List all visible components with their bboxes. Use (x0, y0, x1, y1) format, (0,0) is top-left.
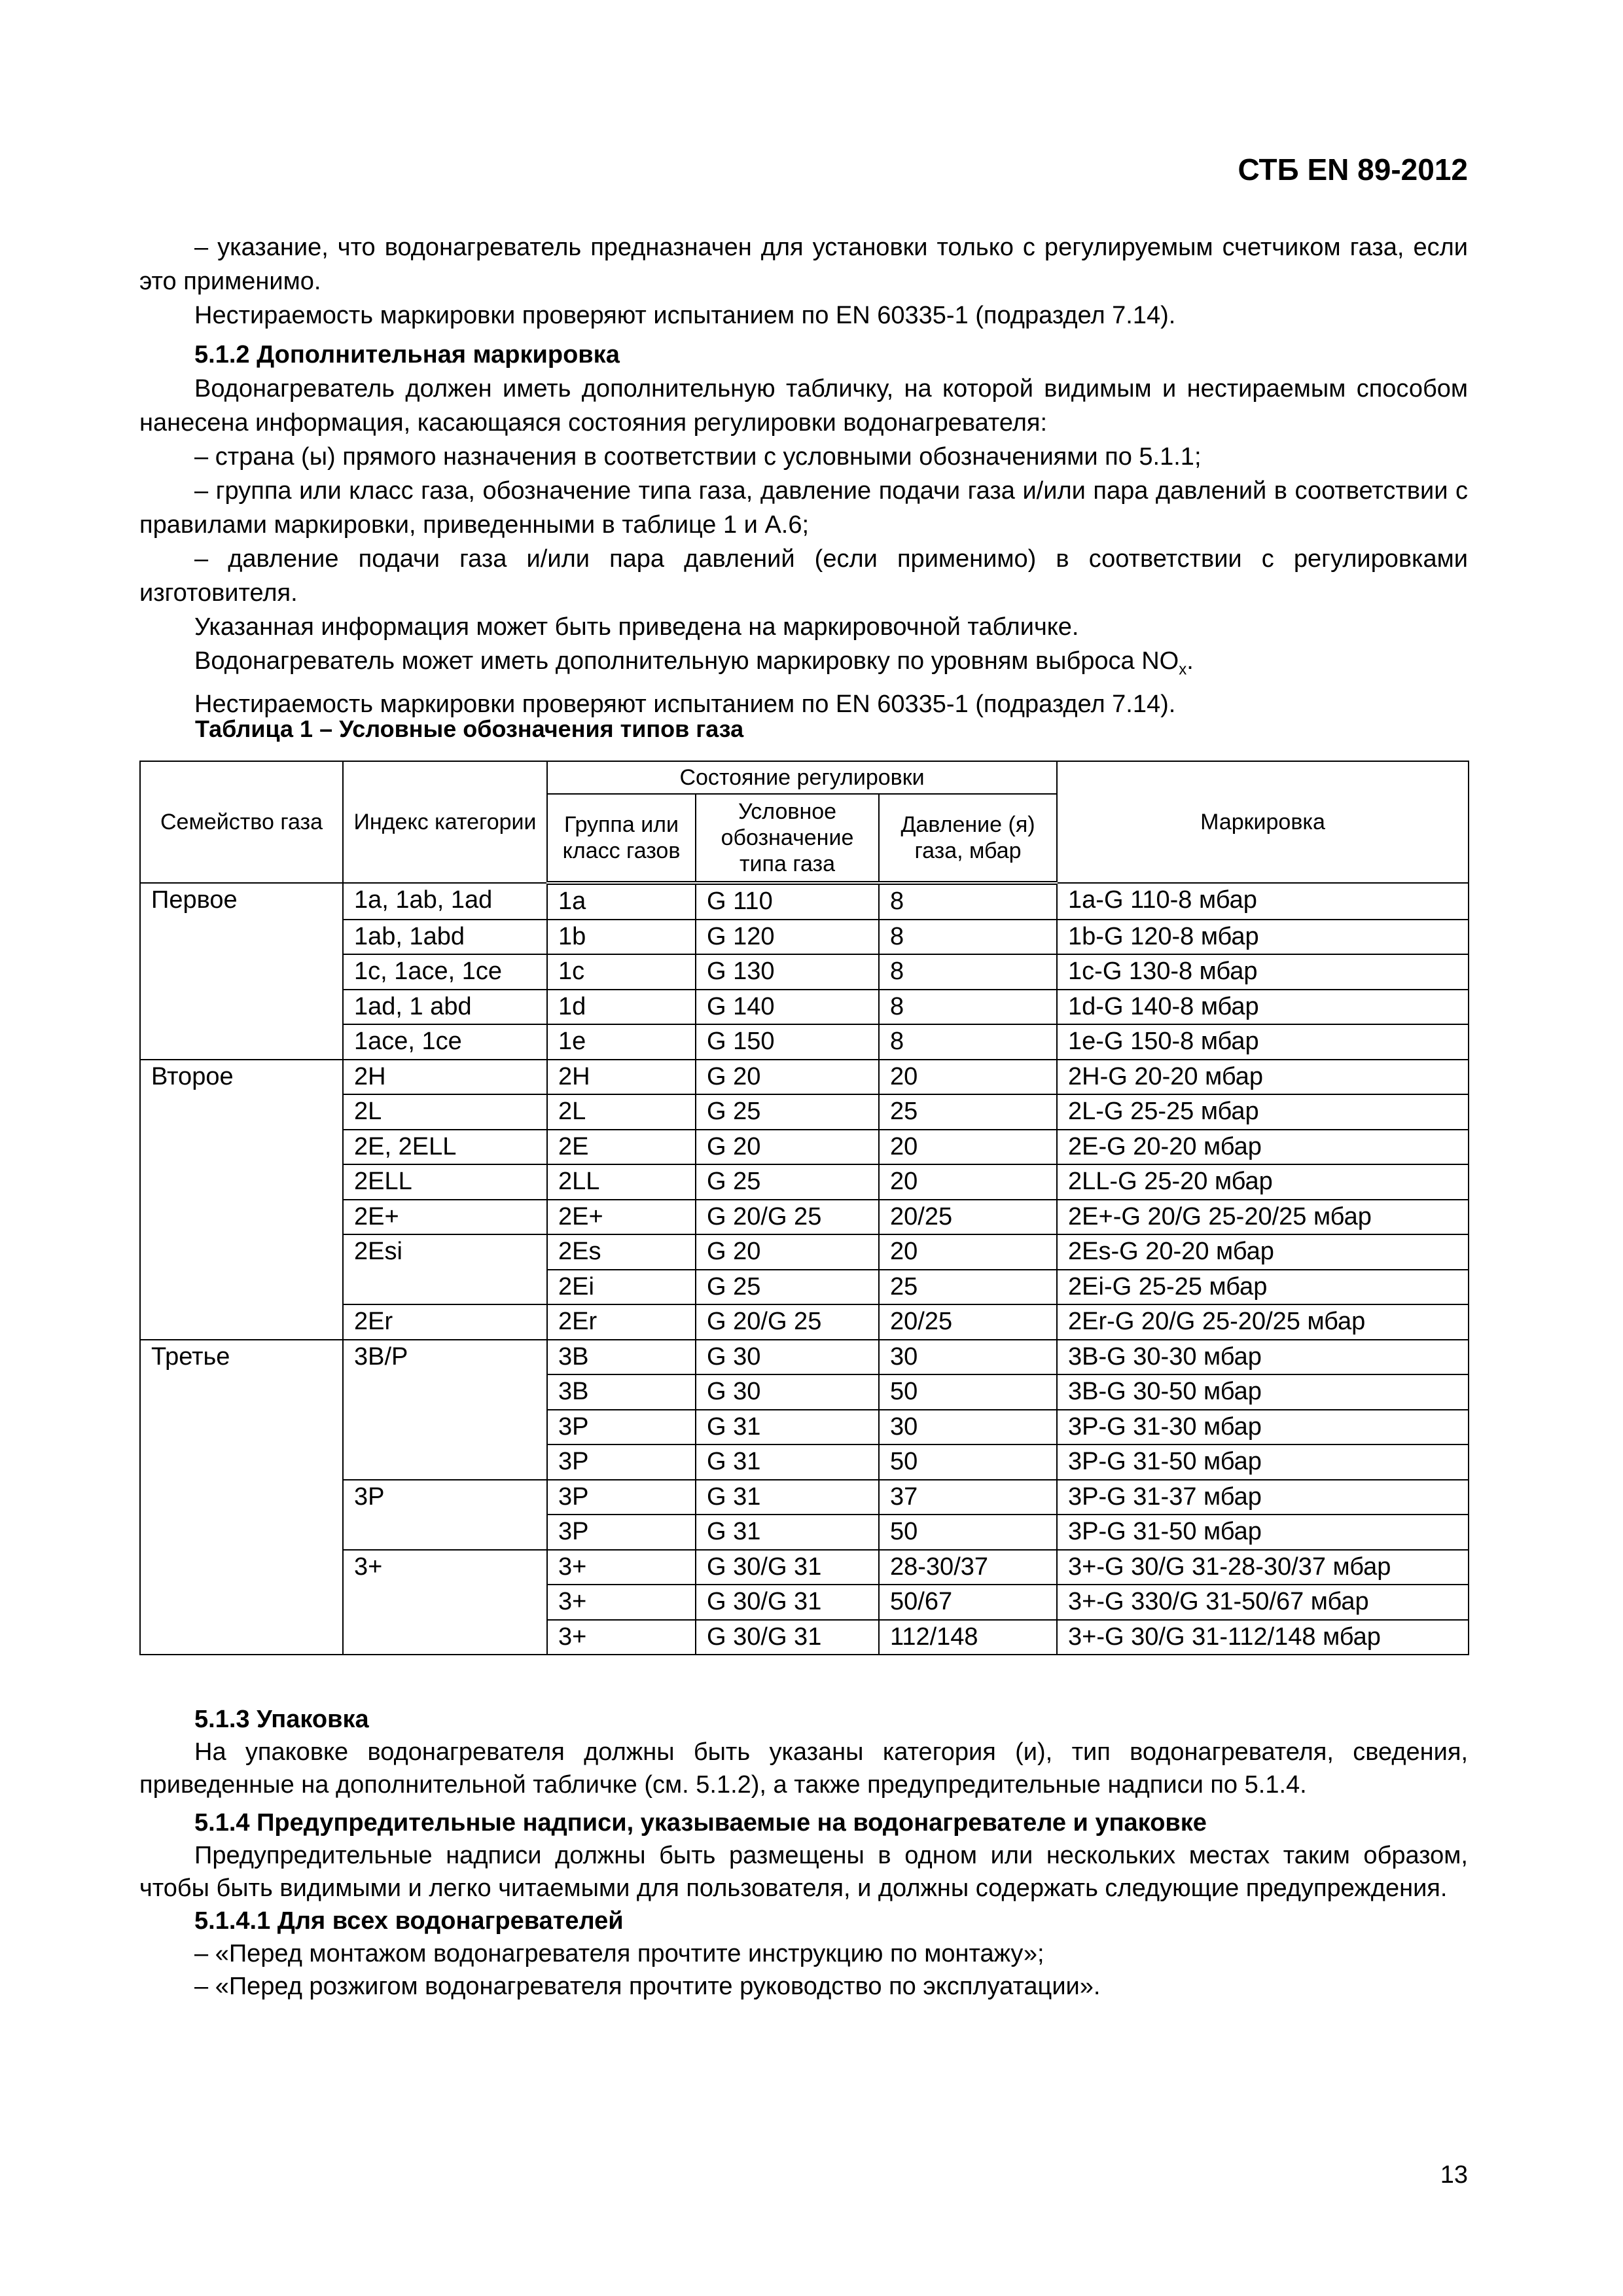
header-marking: Маркировка (1057, 761, 1469, 883)
cell-group: 1b (547, 920, 696, 955)
table-row (140, 1304, 1469, 1340)
gas-types-table (139, 761, 1469, 1655)
cell-group: 3B (547, 1340, 696, 1375)
header-group: Группа или класс газов (547, 794, 696, 883)
cell-marking: 2L-G 25-25 мбар (1057, 1094, 1469, 1130)
cell-group: 2Es (547, 1234, 696, 1270)
cell-marking: 1d-G 140-8 мбар (1057, 990, 1469, 1025)
cell-pressure: 20 (879, 1060, 1057, 1095)
cell-family (140, 1200, 343, 1235)
cell-designation: G 30/G 31 (696, 1550, 879, 1585)
cell-pressure: 8 (879, 1024, 1057, 1060)
cell-marking: 3+-G 30/G 31-112/148 мбар (1057, 1620, 1469, 1655)
cell-pressure: 8 (879, 883, 1057, 920)
cell-group: 3P (547, 1515, 696, 1550)
cell-group: 2H (547, 1060, 696, 1095)
cell-marking: 2E-G 20-20 мбар (1057, 1130, 1469, 1165)
cell-family (140, 1270, 343, 1305)
cell-group: 1a (547, 883, 696, 920)
cell-marking: 3B-G 30-50 мбар (1057, 1374, 1469, 1410)
cell-family (140, 1130, 343, 1165)
cell-family (140, 1515, 343, 1550)
cell-group: 3+ (547, 1585, 696, 1620)
cell-family (140, 1480, 343, 1515)
cell-index: 2H (343, 1060, 547, 1095)
table-row (140, 954, 1469, 990)
cell-family (140, 1410, 343, 1445)
body-text-bottom (139, 1703, 1468, 2003)
cell-family (140, 1234, 343, 1270)
cell-designation: G 20 (696, 1060, 879, 1095)
cell-family (140, 1304, 343, 1340)
cell-index: 2E+ (343, 1200, 547, 1235)
cell-pressure: 30 (879, 1410, 1057, 1445)
cell-group: 2LL (547, 1164, 696, 1200)
table-row (140, 1164, 1469, 1200)
cell-group: 2Er (547, 1304, 696, 1340)
list-item: – «Перед розжигом водонагревателя прочтите руководство по эксплуатации». (194, 1973, 1101, 2000)
cell-group: 2L (547, 1094, 696, 1130)
cell-pressure: 8 (879, 990, 1057, 1025)
table-row (140, 883, 1469, 920)
section-heading-5-1-4: 5.1.4 Предупредительные надписи, указываемые на водонагревателе и упаковке (194, 1809, 1207, 1837)
cell-marking: 1b-G 120-8 мбар (1057, 920, 1469, 955)
cell-index: 1ace, 1ce (343, 1024, 547, 1060)
cell-marking: 3+-G 330/G 31-50/67 мбар (1057, 1585, 1469, 1620)
header-designation: Условное обозначение типа газа (696, 794, 879, 883)
cell-marking: 3+-G 30/G 31-28-30/37 мбар (1057, 1550, 1469, 1585)
cell-index (343, 1515, 547, 1550)
section-heading-5-1-2: 5.1.2 Дополнительная маркировка (194, 341, 620, 368)
paragraph-nox (139, 644, 1468, 687)
table-row (140, 1200, 1469, 1235)
cell-pressure: 20 (879, 1234, 1057, 1270)
paragraph: Нестираемость маркировки проверяют испытанием по EN 60335-1 (подраздел 7.14). (194, 690, 1176, 718)
paragraph: Нестираемость маркировки проверяют испытанием по EN 60335-1 (подраздел 7.14). (194, 302, 1176, 329)
table-row (140, 1374, 1469, 1410)
cell-marking: 2Es-G 20-20 мбар (1057, 1234, 1469, 1270)
cell-index: 1ad, 1 abd (343, 990, 547, 1025)
cell-family: Третье (140, 1340, 343, 1375)
cell-family (140, 954, 343, 990)
cell-index: 1a, 1ab, 1ad (343, 883, 547, 920)
cell-designation: G 25 (696, 1094, 879, 1130)
document-code: СТБ EN 89-2012 (1238, 152, 1468, 187)
cell-designation: G 25 (696, 1270, 879, 1305)
cell-index: 2L (343, 1094, 547, 1130)
cell-family (140, 1094, 343, 1130)
cell-designation: G 30 (696, 1374, 879, 1410)
header-family: Семейство газа (140, 761, 343, 883)
cell-family (140, 1374, 343, 1410)
cell-designation: G 31 (696, 1444, 879, 1480)
cell-group: 3P (547, 1410, 696, 1445)
table-body (140, 883, 1469, 1655)
cell-designation: G 20/G 25 (696, 1304, 879, 1340)
table-row (140, 920, 1469, 955)
table-row (140, 1620, 1469, 1655)
table-row (140, 1340, 1469, 1375)
cell-pressure: 30 (879, 1340, 1057, 1375)
cell-marking: 2E+-G 20/G 25-20/25 мбар (1057, 1200, 1469, 1235)
paragraph: – давление подачи газа и/или пара давлений (если применимо) в соответствии с регулировками изготовителя. (139, 545, 1468, 607)
table-row (140, 1444, 1469, 1480)
table-row (140, 1234, 1469, 1270)
cell-index: 1ab, 1abd (343, 920, 547, 955)
cell-family (140, 1024, 343, 1060)
cell-designation: G 30/G 31 (696, 1620, 879, 1655)
cell-marking: 2LL-G 25-20 мбар (1057, 1164, 1469, 1200)
cell-designation: G 20 (696, 1234, 879, 1270)
cell-designation: G 110 (696, 883, 879, 920)
cell-index (343, 1585, 547, 1620)
paragraph: Водонагреватель должен иметь дополнительную табличку, на которой видимым и нестираемым способом нанесена информация, касающаяся состояния регулировки водонагревателя: (139, 375, 1468, 437)
cell-marking: 3B-G 30-30 мбар (1057, 1340, 1469, 1375)
cell-pressure: 50 (879, 1374, 1057, 1410)
cell-pressure: 8 (879, 954, 1057, 990)
cell-family (140, 1444, 343, 1480)
cell-group: 2E (547, 1130, 696, 1165)
table-row (140, 1130, 1469, 1165)
nox-end: . (1186, 647, 1194, 675)
paragraph: – страна (ы) прямого назначения в соответствии с условными обозначениями по 5.1.1; (194, 443, 1202, 471)
cell-index (343, 1374, 547, 1410)
cell-index (343, 1410, 547, 1445)
cell-group: 3B (547, 1374, 696, 1410)
cell-designation: G 31 (696, 1410, 879, 1445)
cell-pressure: 20/25 (879, 1304, 1057, 1340)
cell-index: 1c, 1ace, 1ce (343, 954, 547, 990)
paragraph: Предупредительные надписи должны быть размещены в одном или нескольких местах таким образом, чтобы быть видимыми и легко читаемыми для пользователя, и должны содержать следующие предупреждения. (139, 1842, 1468, 1902)
table-row (140, 1515, 1469, 1550)
cell-pressure: 25 (879, 1094, 1057, 1130)
paragraph: – группа или класс газа, обозначение типа газа, давление подачи газа и/или пара давлений в соответствии с правилами маркировки, приведенными в таблице 1 и А.6; (139, 477, 1468, 539)
cell-family (140, 1164, 343, 1200)
cell-designation: G 25 (696, 1164, 879, 1200)
page-number: 13 (1440, 2161, 1468, 2189)
cell-index (343, 1270, 547, 1305)
cell-group: 2Ei (547, 1270, 696, 1305)
cell-designation: G 140 (696, 990, 879, 1025)
cell-pressure: 20 (879, 1130, 1057, 1165)
paragraph: Указанная информация может быть приведена на маркировочной табличке. (194, 613, 1079, 641)
cell-pressure: 8 (879, 920, 1057, 955)
table-row (140, 1270, 1469, 1305)
cell-pressure: 112/148 (879, 1620, 1057, 1655)
table-row (140, 1550, 1469, 1585)
cell-pressure: 50/67 (879, 1585, 1057, 1620)
cell-designation: G 30 (696, 1340, 879, 1375)
cell-designation: G 20 (696, 1130, 879, 1165)
cell-index: 3B/P (343, 1340, 547, 1375)
body-text-top (139, 230, 1468, 721)
cell-group: 1e (547, 1024, 696, 1060)
cell-index: 2Esi (343, 1234, 547, 1270)
cell-marking: 3P-G 31-50 мбар (1057, 1515, 1469, 1550)
cell-family: Второе (140, 1060, 343, 1095)
cell-pressure: 37 (879, 1480, 1057, 1515)
cell-family: Первое (140, 883, 343, 920)
cell-marking: 3P-G 31-30 мбар (1057, 1410, 1469, 1445)
cell-family (140, 990, 343, 1025)
table-caption: Таблица 1 – Условные обозначения типов газа (195, 715, 744, 742)
cell-index: 2Er (343, 1304, 547, 1340)
cell-group: 3+ (547, 1550, 696, 1585)
nox-text: Водонагреватель может иметь дополнительную маркировку по уровням выброса NO (194, 647, 1179, 675)
cell-index: 3+ (343, 1550, 547, 1585)
cell-designation: G 130 (696, 954, 879, 990)
cell-marking: 1e-G 150-8 мбар (1057, 1024, 1469, 1060)
cell-designation: G 150 (696, 1024, 879, 1060)
paragraph: – указание, что водонагреватель предназначен для установки только с регулируемым счетчиком газа, если это применимо. (139, 234, 1468, 295)
table-row (140, 1585, 1469, 1620)
cell-index (343, 1620, 547, 1655)
cell-family (140, 920, 343, 955)
table-row (140, 1480, 1469, 1515)
list-item: – «Перед монтажом водонагревателя прочтите инструкцию по монтажу»; (194, 1940, 1044, 1967)
cell-group: 3+ (547, 1620, 696, 1655)
header-index: Индекс категории (343, 761, 547, 883)
cell-pressure: 20 (879, 1164, 1057, 1200)
cell-group: 3P (547, 1444, 696, 1480)
cell-index: 3P (343, 1480, 547, 1515)
cell-group: 1d (547, 990, 696, 1025)
header-state: Состояние регулировки (547, 761, 1057, 794)
table-row (140, 1410, 1469, 1445)
cell-pressure: 25 (879, 1270, 1057, 1305)
cell-designation: G 30/G 31 (696, 1585, 879, 1620)
cell-marking: 2Ei-G 25-25 мбар (1057, 1270, 1469, 1305)
header-pressure: Давление (я) газа, мбар (879, 794, 1057, 883)
cell-marking: 1a-G 110-8 мбар (1057, 883, 1469, 920)
cell-marking: 1c-G 130-8 мбар (1057, 954, 1469, 990)
cell-designation: G 20/G 25 (696, 1200, 879, 1235)
cell-pressure: 20/25 (879, 1200, 1057, 1235)
nox-subscript: х (1179, 660, 1187, 679)
cell-marking: 3P-G 31-37 мбар (1057, 1480, 1469, 1515)
cell-pressure: 50 (879, 1444, 1057, 1480)
cell-group: 3P (547, 1480, 696, 1515)
cell-designation: G 31 (696, 1515, 879, 1550)
cell-family (140, 1550, 343, 1585)
cell-index (343, 1444, 547, 1480)
cell-index: 2E, 2ELL (343, 1130, 547, 1165)
cell-family (140, 1585, 343, 1620)
section-heading-5-1-3: 5.1.3 Упаковка (194, 1706, 369, 1733)
cell-pressure: 28-30/37 (879, 1550, 1057, 1585)
table-row (140, 1094, 1469, 1130)
cell-index: 2ELL (343, 1164, 547, 1200)
cell-family (140, 1620, 343, 1655)
cell-group: 1c (547, 954, 696, 990)
cell-group: 2E+ (547, 1200, 696, 1235)
paragraph: На упаковке водонагревателя должны быть указаны категория (и), тип водонагревателя, сведения, приведенные на дополнительной табличке (см. 5.1.2), а также предупредительные надписи по 5.1.4. (139, 1738, 1468, 1799)
cell-pressure: 50 (879, 1515, 1057, 1550)
section-heading-5-1-4-1: 5.1.4.1 Для всех водонагревателей (194, 1907, 624, 1935)
cell-designation: G 120 (696, 920, 879, 955)
cell-designation: G 31 (696, 1480, 879, 1515)
cell-marking: 3P-G 31-50 мбар (1057, 1444, 1469, 1480)
cell-marking: 2Er-G 20/G 25-20/25 мбар (1057, 1304, 1469, 1340)
table-row (140, 990, 1469, 1025)
table-row (140, 1060, 1469, 1095)
cell-marking: 2H-G 20-20 мбар (1057, 1060, 1469, 1095)
table-row (140, 1024, 1469, 1060)
